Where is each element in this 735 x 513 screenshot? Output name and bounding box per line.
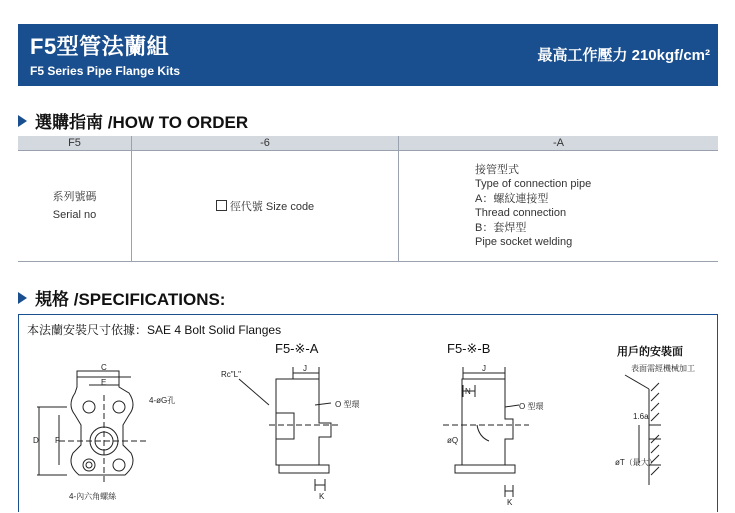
how-to-order-heading	[18, 108, 248, 133]
dim-j-a: J	[303, 364, 307, 373]
flange-a-side-view	[239, 367, 339, 491]
connection-line: B：套焊型	[475, 221, 527, 234]
specifications-heading	[18, 285, 225, 310]
hex-bolt-label: 4-內六角螺絲	[69, 492, 117, 501]
connection-line: A：螺紋連接型	[475, 192, 549, 205]
title-chinese: F5型管法蘭組	[30, 34, 170, 59]
connection-cell	[399, 151, 719, 262]
connection-line: Thread connection	[475, 207, 567, 219]
dim-f: F	[55, 436, 60, 445]
column-header-size: -6	[132, 136, 399, 151]
dim-e: E	[101, 378, 107, 387]
specifications-box	[18, 314, 718, 512]
oring-b-label: O 型環	[519, 402, 544, 411]
oring-a-label: O 型環	[335, 400, 360, 409]
connection-line: 接管型式	[475, 163, 519, 176]
flange-b-side-view	[443, 367, 529, 497]
dim-k-a: K	[319, 492, 325, 501]
user-mount-label: 用戶的安裝面	[617, 346, 683, 358]
model-a-label: F5-※-A	[275, 341, 319, 356]
flange-front-view	[37, 371, 149, 485]
user-mount-face	[625, 375, 661, 485]
triangle-bullet-icon	[18, 292, 27, 304]
serial-zh: 系列號碼	[52, 191, 97, 203]
sae-note: 本法蘭安裝尺寸依據：SAE 4 Bolt Solid Flanges	[27, 323, 282, 337]
order-table	[18, 136, 718, 262]
dim-n: N	[465, 387, 471, 396]
title-english: F5 Series Pipe Flange Kits	[30, 64, 181, 78]
checkbox-icon	[216, 200, 227, 211]
specifications-title: 規格 /SPECIFICATIONS:	[35, 290, 226, 309]
connection-line: Type of connection pipe	[475, 178, 592, 190]
dim-k-b: K	[507, 498, 513, 507]
model-b-label: F5-※-B	[447, 341, 491, 356]
bolt-holes-label: 4-øG孔	[149, 396, 176, 405]
dim-c: C	[101, 363, 107, 372]
how-to-order-title: 選購指南 /HOW TO ORDER	[35, 113, 249, 132]
triangle-bullet-icon	[18, 115, 27, 127]
finish-label: 1.6a	[633, 412, 649, 421]
column-header-series: F5	[18, 136, 132, 151]
machining-label: 表面需經機械加工	[631, 364, 695, 373]
dim-d: D	[33, 436, 39, 445]
max-pressure: 最高工作壓力 210kgf/cm²	[537, 47, 710, 64]
rc-label: Rc"L"	[221, 370, 241, 379]
column-header-connection: -A	[399, 136, 719, 151]
size-code: 徑代號 Size code	[229, 201, 315, 213]
dim-oq: øQ	[447, 436, 459, 445]
header-banner	[18, 24, 718, 86]
serial-en: Serial no	[52, 209, 97, 221]
flange-drawings	[19, 315, 717, 513]
serial-cell	[18, 151, 132, 262]
dim-j-b: J	[482, 364, 486, 373]
connection-line: Pipe socket welding	[475, 236, 573, 248]
size-cell	[132, 151, 399, 262]
dim-ot: øT（最大）	[615, 458, 657, 467]
